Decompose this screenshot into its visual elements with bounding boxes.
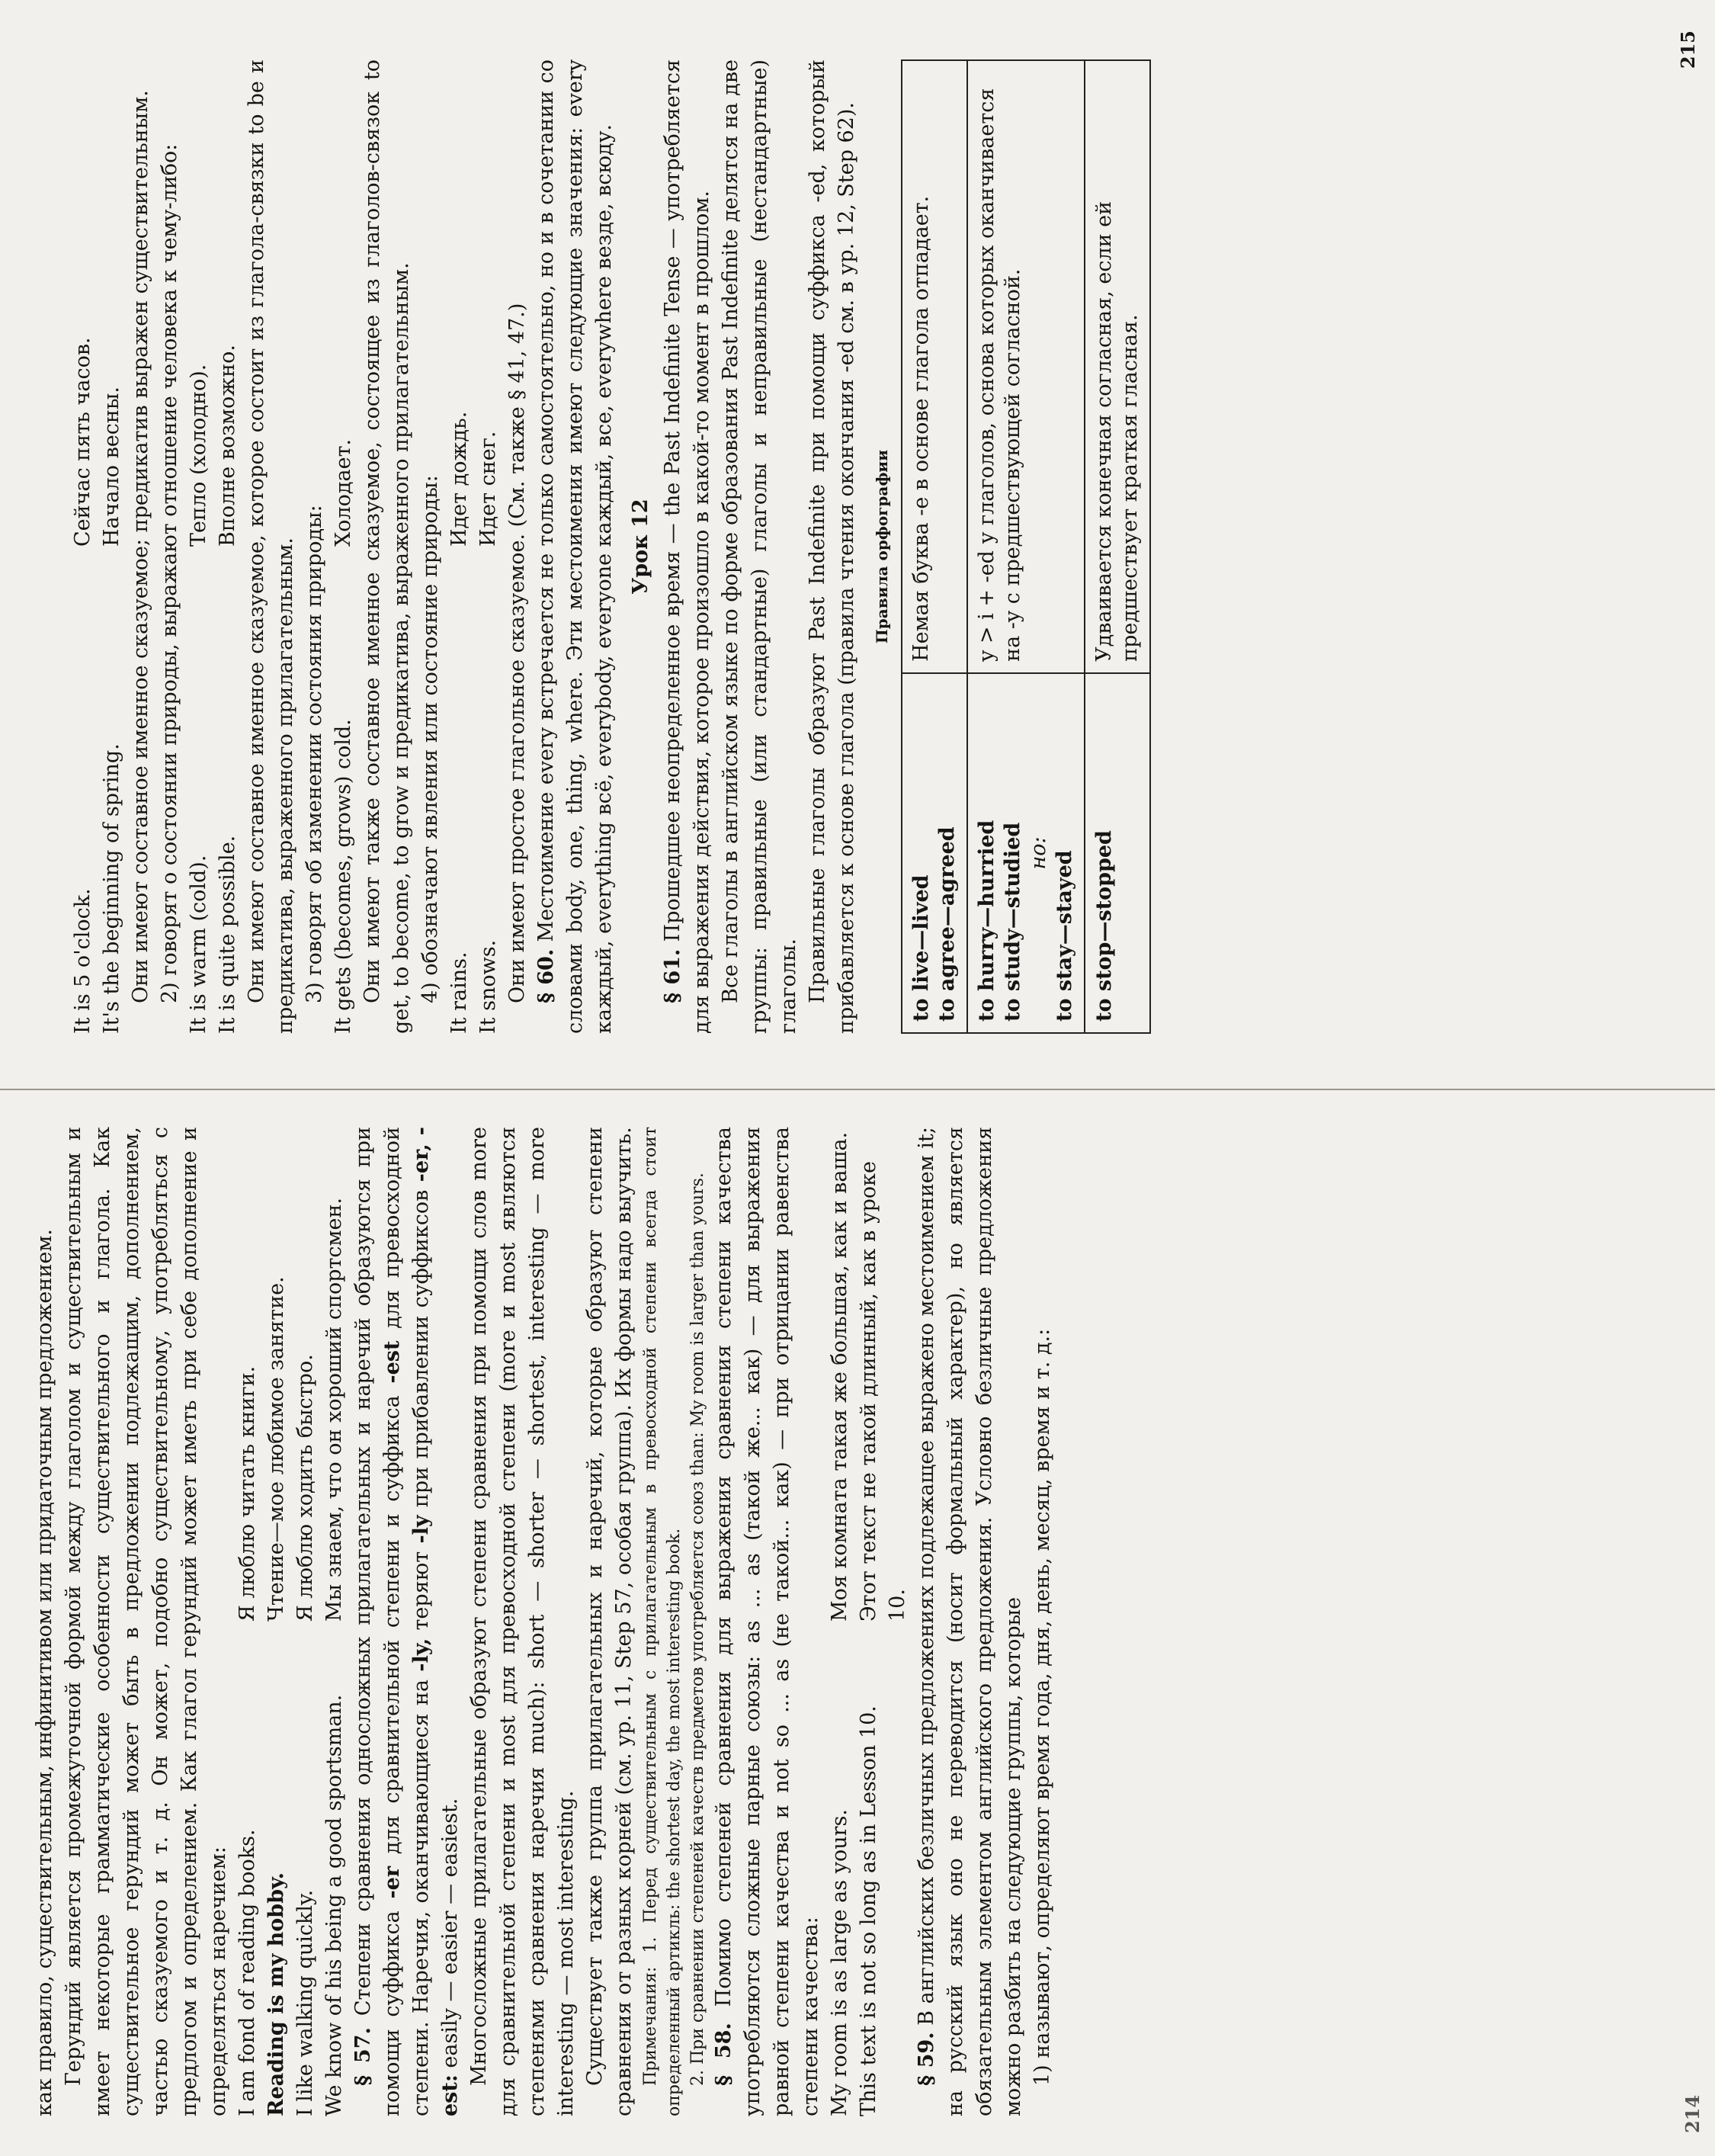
list-item-1: 1) называют, определяют время года, дня, день, месяц, время и т. д.:	[1031, 1328, 1054, 2086]
table-cell-examples: to stop—stopped	[1085, 673, 1150, 1033]
page-left	[0, 1089, 1715, 2156]
example-en: It's the beginning of spring.	[100, 743, 123, 1034]
table-row	[1085, 60, 1150, 1033]
example-en: It gets (becomes, grows) cold.	[332, 719, 355, 1034]
table-row	[967, 60, 1085, 1033]
example-ru: Идет снег.	[476, 431, 500, 547]
example-en: We know of his being a good sportsman.	[322, 1694, 346, 2116]
paragraph-regular-verbs: Правильные глаголы образуют Past Indefinite при помощи суффикса -ed, который прибавляется к основе глагола (правила чтения окончания -ed см. в ур. 12, Step 62).	[806, 59, 858, 1034]
section-61: § 61. Прошедшее неопределенное время — the Past Indefinite Tense — употребляется для выражения действия, которое произошло в какой-то момент в прошлом.	[661, 59, 713, 1034]
page-number-left: 214	[1681, 2094, 1704, 2133]
example-ru: Сейчас пять часов.	[71, 337, 95, 547]
paragraph-link-verbs: Они имеют также составное именное сказуемое, состоящее из глаголов-связок to get, to become, to grow и предикатива, выраженного прилагательным.	[361, 59, 413, 1034]
example-pair	[320, 1127, 349, 2116]
spelling-rules-table	[901, 59, 1151, 1034]
list-item-3: 3) говорят об изменении состояния природы:	[303, 505, 326, 1003]
section-59: § 59. В английских безличных предложениях подлежащее выражено местоимением it; на русский язык оно не переводится (носит формальный характер), но является обязательным элементом английского предложения. Условно безличные предложения можно разбить на следующие группы, которые	[915, 1127, 1025, 2116]
table-cell-rule: Немая буква -e в основе глагола отпадает.	[902, 60, 967, 673]
example-pair	[184, 59, 213, 1034]
example-pair	[262, 1127, 291, 2116]
example-ru: Начало весны.	[100, 387, 123, 547]
example-pair	[445, 59, 474, 1034]
section-number: § 61.	[661, 948, 684, 1003]
example-ru: Идет дождь.	[447, 411, 471, 547]
section-57: § 57. Степени сравнения односложных прилагательных и наречий образуются при помощи суффикса -er для сравнительной степени и суффикса -est для превосходной степени. Наречия, оканчивающиеся на -ly, теряют -ly при прибавлении суффиксов -er, -est: easily — easier — easiest.	[351, 1126, 462, 2116]
example-pair	[233, 1127, 262, 2116]
paragraph-predicate: Они имеют составное именное сказуемое; предикатив выражен существительным.	[129, 90, 152, 1003]
section-number: § 60.	[534, 948, 558, 1003]
lesson-heading: Урок 12	[629, 499, 652, 595]
example-pair	[98, 59, 127, 1034]
table-cell-examples: to live—lived to agree—agreed	[902, 673, 967, 1033]
table-caption: Правила орфографии	[873, 449, 891, 644]
section-number: § 57.	[351, 2027, 375, 2086]
example-pair	[69, 59, 98, 1034]
example-ru: Тепло (холодно).	[187, 364, 210, 547]
page-number-right: 215	[1677, 30, 1699, 69]
list-item-2: 2) говорят о состоянии природы, выражают отношение человека к чему-либо:	[158, 143, 181, 1003]
example-en: My room is as large as yours.	[828, 1809, 851, 2116]
paragraph-verb-groups: Все глаголы в английском языке по форме образования Past Indefinite делятся на две группы: правильные (или стандартные) глаголы и неправильные (нестандартные) глаголы.	[719, 59, 800, 1034]
example-pair	[825, 1127, 854, 2116]
example-en: It is warm (cold).	[187, 855, 210, 1034]
paragraph-intro: как правило, существительным, инфинитивом или придаточным предложением.	[33, 1229, 56, 2116]
section-60: § 60. Местоимение every встречается не только самостоятельно, но и в сочетании со словами body, one, thing, where. Эти местоимения имеют следующие значения: every каждый, everything всё, everybody, everyone каждый, все, everywhere везде, всюду.	[534, 59, 616, 1034]
example-ru: Я люблю читать книги.	[236, 1365, 259, 1622]
section-number: § 58.	[712, 2023, 736, 2086]
example-en: It rains.	[447, 951, 471, 1034]
example-pair	[854, 1127, 912, 2116]
example-ru: Холодает.	[332, 438, 355, 547]
example-ru: Мы знаем, что он хороший спортсмен.	[322, 1197, 346, 1622]
paragraph-gerund: Герундий является промежуточной формой между глаголом и существительным и имеет некоторые грамматические особенности существительного и глагола. Как существительное герундий может быть в предложении подлежащим, дополнением, частью сказуемого и т. д. Он может, подобно существительному, употребляться с предлогом и определением. Как глагол герундий может иметь при себе дополнение и определяться наречием:	[62, 1127, 230, 2116]
paragraph-to-be: Они имеют составное именное сказуемое, которое состоит из глагола-связки to be и предикатива, выраженного прилагательным.	[245, 59, 297, 1034]
example-ru: Вполне возможно.	[216, 345, 239, 547]
table-row	[902, 60, 967, 1033]
example-en: I like walking quickly.	[293, 1889, 317, 2116]
example-en: It is 5 o'clock.	[71, 888, 95, 1034]
example-ru: Моя комната такая же большая, как и ваша.	[828, 1131, 851, 1622]
example-pair	[329, 59, 358, 1034]
example-ru: Этот текст не такой длинный, как в уроке 10.	[857, 1160, 909, 1622]
example-pair	[291, 1127, 320, 2116]
paragraph-irregular-roots: Существует также группа прилагательных и наречий, которые образуют степени сравнения от разных корней (см. ур. 11, Step 57, особая группа). Их формы надо выучить.	[583, 1127, 636, 2116]
section-58: § 58. Помимо степеней сравнения для выражения сравнения степени качества употребляются сложные парные союзы: as ... as (такой же... как) — для выражения равной степени качества и not so ... as (не такой... как) — при отрицании равенства степени качества:	[712, 1127, 822, 2116]
example-en: It is quite possible.	[216, 835, 239, 1034]
table-cell-rule: y > i + -ed у глаголов, основа которых оканчивается на -y с предшествующей согласной.	[967, 60, 1085, 673]
example-pair	[474, 59, 503, 1034]
table-cell-examples: to hurry—hurried to study—studied но: to stay—stayed	[967, 673, 1085, 1033]
example-en: I am fond of reading books.	[236, 1829, 259, 2116]
section-number: § 59.	[915, 2032, 938, 2086]
list-item-4: 4) обозначают явления или состояние природы:	[418, 475, 442, 1003]
example-ru: Чтение—мое любимое занятие.	[264, 1276, 288, 1622]
example-ru: Я люблю ходить быстро.	[293, 1354, 317, 1622]
paragraph-simple-predicate: Они имеют простое глагольное сказуемое. (См. также § 41, 47.)	[505, 303, 529, 1003]
note-1: Примечания: 1. Перед существительным с прилагательным в превосходной степени всегда стоит определенный артикль: the shortest day, the most interesting book.	[641, 1127, 684, 2116]
note-2: 2. При сравнении степеней качеств предметов употребляется союз than: My room is larger than yours.	[688, 1173, 707, 2086]
example-pair	[213, 59, 242, 1034]
example-en: It snows.	[476, 939, 500, 1034]
example-en: Reading is my hobby.	[264, 1872, 288, 2116]
table-cell-rule: Удваивается конечная согласная, если ей предшествует краткая гласная.	[1085, 60, 1150, 673]
example-en: This text is not so long as in Lesson 10.	[857, 1705, 880, 2116]
paragraph-multisyllable: Многосложные прилагательные образуют степени сравнения при помощи слов more для сравнительной степени и most для превосходной степени (more и most являются степенями сравнения наречия much): short — shorter — shortest, interesting — more interesting — most interesting.	[467, 1127, 578, 2116]
